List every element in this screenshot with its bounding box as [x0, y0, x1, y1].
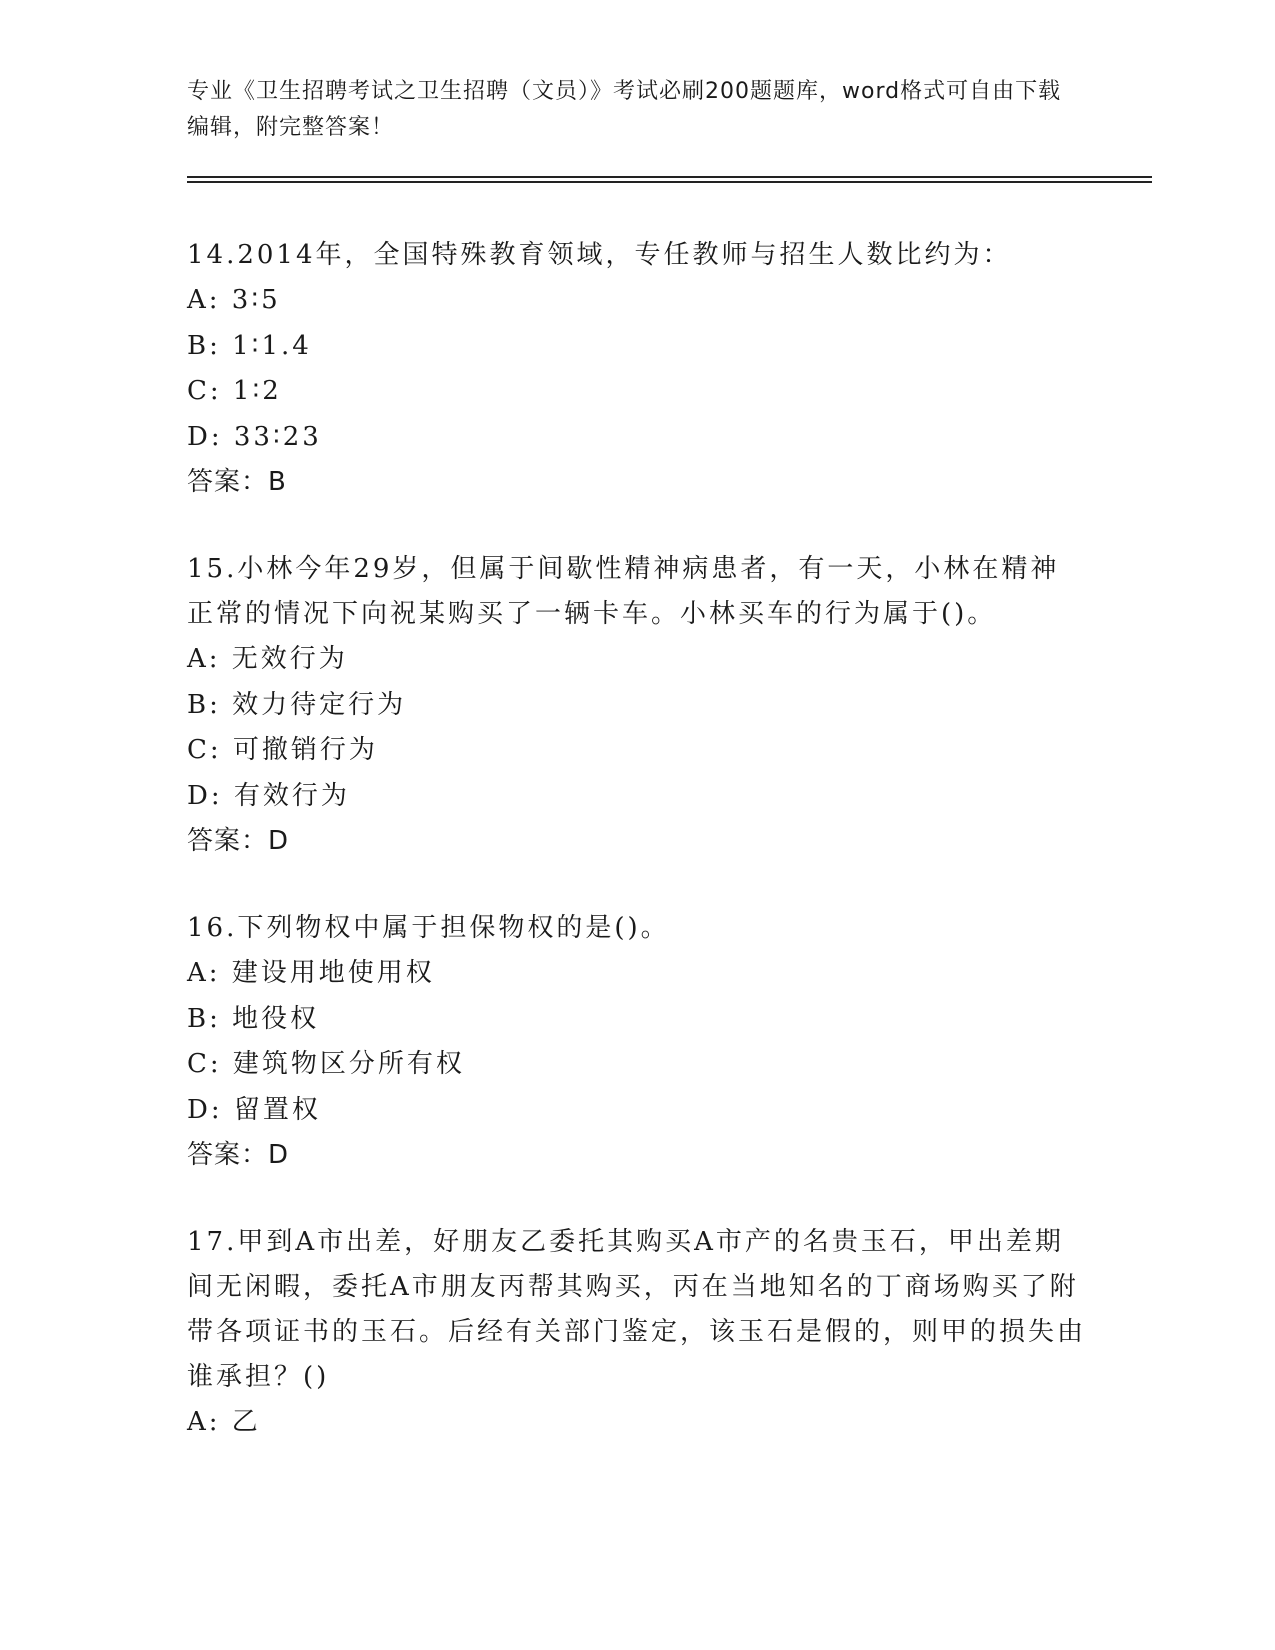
option-d: D: 33∶23 — [187, 421, 322, 452]
question-16 — [187, 906, 1087, 1178]
question-15 — [187, 547, 1087, 864]
option-c: C: 可撤销行为 — [187, 735, 378, 765]
question-text: 15.小林今年29岁，但属于间歇性精神病患者，有一天，小林在精神正常的情况下向祝某购买了一辆卡车。小林买车的行为属于()。 — [187, 554, 1060, 629]
question-14 — [187, 233, 1087, 505]
option-d: D: 留置权 — [187, 1094, 321, 1125]
question-list — [187, 233, 1087, 1488]
question-text: 17.甲到A市出差，好朋友乙委托其购买A市产的名贵玉石，甲出差期间无闲暇，委托A市朋友丙帮其购买，丙在当地知名的丁商场购买了附带各项证书的玉石。后经有关部门鉴定，该玉石是假的，则甲的损失由谁承担？() — [187, 1227, 1087, 1392]
option-a: A: 无效行为 — [187, 644, 348, 674]
option-a: A: 3∶5 — [187, 285, 281, 315]
option-c: C: 1∶2 — [187, 376, 282, 406]
question-17 — [187, 1220, 1087, 1446]
header-rule-bottom — [187, 181, 1152, 183]
option-a: A: 乙 — [187, 1407, 261, 1437]
answer-line: 答案：D — [187, 1140, 290, 1170]
question-text: 14.2014年，全国特殊教育领域，专任教师与招生人数比约为： — [187, 240, 1012, 270]
answer-line: 答案：D — [187, 826, 290, 856]
option-b: B: 效力待定行为 — [187, 689, 407, 720]
option-c: C: 建筑物区分所有权 — [187, 1049, 465, 1079]
header-rule-top — [187, 176, 1152, 178]
option-a: A: 建设用地使用权 — [187, 958, 435, 988]
option-d: D: 有效行为 — [187, 780, 350, 811]
document-header: 专业《卫生招聘考试之卫生招聘（文员）》考试必刷200题题库，word格式可自由下载编辑，附完整答案！ — [187, 79, 1062, 140]
answer-line: 答案：B — [187, 467, 287, 497]
option-b: B: 地役权 — [187, 1003, 320, 1034]
option-b: B: 1∶1.4 — [187, 330, 312, 361]
question-text: 16.下列物权中属于担保物权的是()。 — [187, 913, 670, 943]
